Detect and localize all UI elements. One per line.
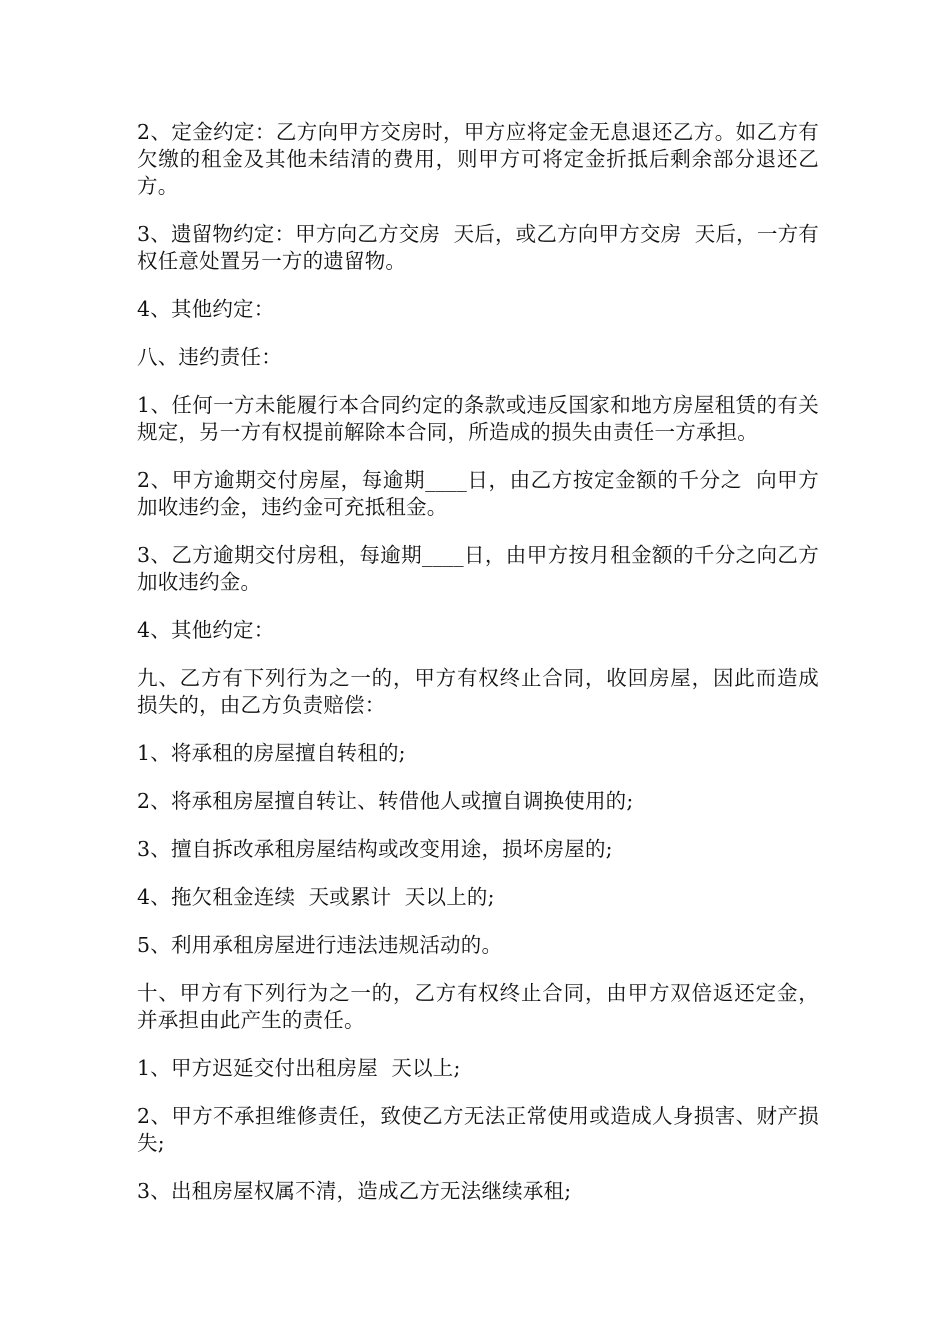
list-item-landlord-1: 1、甲方迟延交付出租房屋 天以上; [137,1056,461,1080]
paragraph-other-agreement-1: 4、其他约定： [137,297,275,321]
list-item-tenant-5: 5、利用承租房屋进行违法违规活动的。 [137,933,503,957]
paragraph-breach-1: 1、任何一方未能履行本合同约定的条款或违反国家和地方房屋租赁的有关规定，另一方有权提前解除本合同，所造成的损失由责任一方承担。 [137,393,819,444]
section-heading-landlord-termination: 十、甲方有下列行为之一的，乙方有权终止合同，由甲方双倍返还定金，并承担由此产生的责任。 [137,981,819,1032]
paragraph-breach-2: 2、甲方逾期交付房屋，每逾期____日，由乙方按定金额的千分之 向甲方加收违约金，违约金可充抵租金。 [137,468,819,519]
paragraph-other-agreement-2: 4、其他约定： [137,618,275,642]
document-body [137,119,819,1226]
list-item-tenant-1: 1、将承租的房屋擅自转租的; [137,741,406,765]
list-item-tenant-4: 4、拖欠租金连续 天或累计 天以上的; [137,885,495,909]
list-item-tenant-3: 3、擅自拆改承租房屋结构或改变用途，损坏房屋的; [137,837,613,861]
paragraph-leftover-items: 3、遗留物约定：甲方向乙方交房 天后，或乙方向甲方交房 天后，一方有权任意处置另一方的遗留物。 [137,222,819,273]
list-item-landlord-2: 2、甲方不承担维修责任，致使乙方无法正常使用或造成人身损害、财产损失; [137,1104,819,1155]
list-item-tenant-2: 2、将承租房屋擅自转让、转借他人或擅自调换使用的; [137,789,634,813]
list-item-landlord-3: 3、出租房屋权属不清，造成乙方无法继续承租; [137,1179,572,1203]
section-heading-breach: 八、违约责任： [137,345,282,369]
paragraph-breach-3: 3、乙方逾期交付房租，每逾期____日，由甲方按月租金额的千分之向乙方加收违约金。 [137,543,819,594]
section-heading-tenant-termination: 九、乙方有下列行为之一的，甲方有权终止合同，收回房屋，因此而造成损失的，由乙方负责赔偿： [137,666,819,717]
paragraph-deposit-agreement: 2、定金约定：乙方向甲方交房时，甲方应将定金无息退还乙方。如乙方有欠缴的租金及其他未结清的费用，则甲方可将定金折抵后剩余部分退还乙方。 [137,120,819,198]
